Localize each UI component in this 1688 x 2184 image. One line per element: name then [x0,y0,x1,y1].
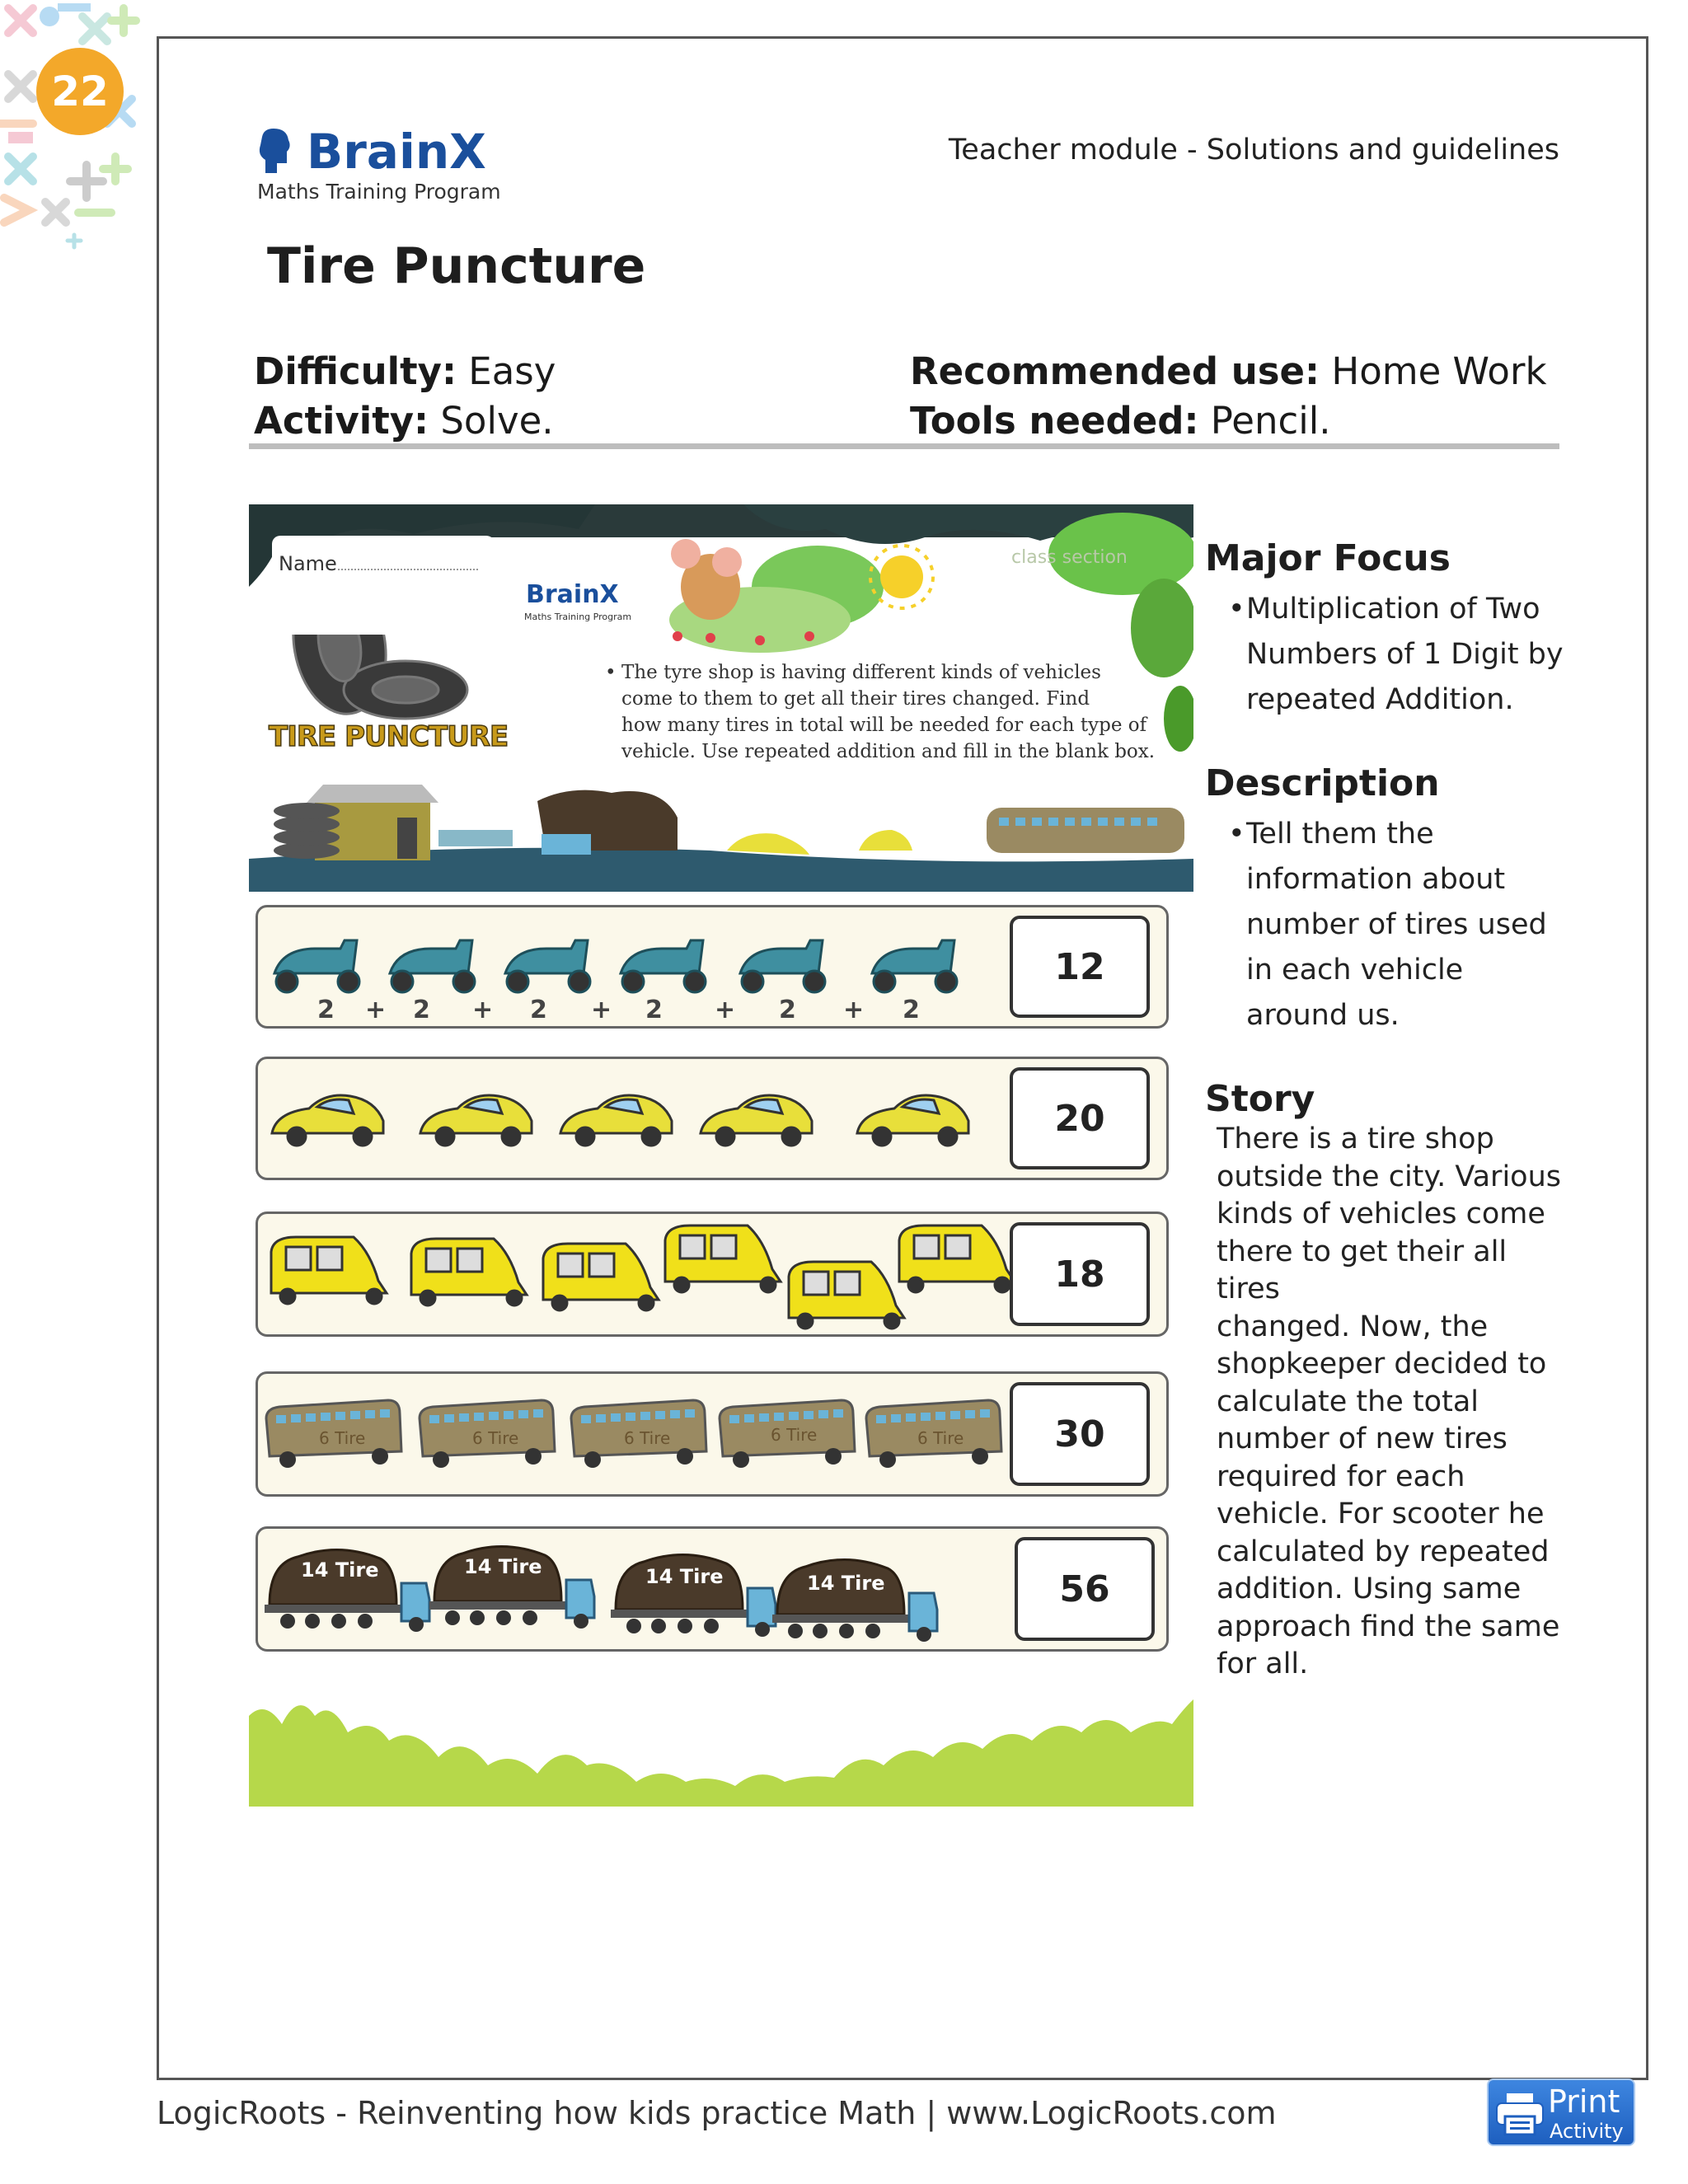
tools-needed [910,399,1331,443]
answer-box[interactable]: 20 [1010,1067,1150,1169]
description-line: Tell them the [1246,818,1434,851]
worksheet-image [249,504,1193,1807]
difficulty-label: Difficulty: [254,349,457,393]
major-focus-text: •Multiplication of Two Numbers of 1 Digit by repeated Addition. [1228,587,1574,723]
page-title: Tire Puncture [267,237,646,295]
page-number-badge: 22 [36,48,124,135]
equation-term: 2 [413,996,430,1024]
focus-line: repeated Addition. [1246,683,1514,716]
brainx-logo-icon [256,127,293,175]
print-sublabel: Activity [1550,2120,1624,2143]
story-text [1217,1121,1563,1684]
grass-illustration [249,1691,1193,1807]
equation-plus: + [472,996,494,1024]
focus-line: Multiplication of Two [1246,593,1540,626]
instruction-line: vehicle. Use repeated addition and fill in the blank box. [621,741,1156,762]
bus-tire-label: 6 Tire [771,1425,818,1445]
difficulty-value: Easy [468,349,556,393]
car-icons [268,1084,993,1158]
story-heading: Story [1205,1078,1315,1120]
story-line: vehicle. For scooter he [1217,1497,1545,1530]
header-divider [249,443,1559,449]
truck-tire-label: 14 Tire [301,1558,379,1582]
name-line [338,569,478,570]
answer-box[interactable]: 18 [1010,1222,1150,1326]
scooter-icons [266,924,992,998]
worksheet-logo: BrainX [526,580,619,609]
story-line: required for each [1217,1460,1465,1493]
equation-term: 2 [317,996,335,1024]
bus-tire-label: 6 Tire [917,1428,964,1448]
auto-rickshaw-icons [263,1219,1021,1334]
worksheet-title: TIRE PUNCTURE [269,720,509,753]
tools-needed-label: Tools needed: [910,399,1199,443]
truck-tire-label: 14 Tire [807,1572,885,1595]
activity-value: Solve. [440,399,554,443]
description-line: information about [1246,863,1506,896]
print-activity-button[interactable] [1487,2079,1635,2146]
story-line: there to get their all tires [1217,1235,1507,1305]
story-line: calculated by repeated [1217,1535,1550,1568]
description-line: in each vehicle [1246,954,1464,987]
recommended-use [910,349,1547,393]
worksheet-logo-subtitle: Maths Training Program [524,612,632,622]
description-line: number of tires used [1246,908,1547,941]
major-focus-heading: Major Focus [1205,537,1451,579]
bus-tire-label: 6 Tire [319,1428,366,1448]
name-card [272,536,495,635]
description-line: around us. [1246,999,1400,1032]
focus-line: Numbers of 1 Digit by [1246,638,1564,671]
story-line: addition. Using same [1217,1572,1522,1605]
instruction-line: how many tires in total will be needed for each type of [621,715,1147,736]
brainx-logo: BrainX [307,124,486,180]
bus-tire-label: 6 Tire [624,1428,671,1448]
activity [254,399,554,443]
description-text: •Tell them the information about number of tires used in each vehicle around us. [1228,812,1558,1038]
equation-plus: + [591,996,612,1024]
answer-box[interactable]: 56 [1015,1537,1155,1641]
brainx-logo-subtitle: Maths Training Program [257,180,501,204]
answer-box[interactable]: 12 [1010,916,1150,1018]
instruction-line: come to them to get all their tires changed. Find [621,688,1090,710]
equation-plus: + [365,996,387,1024]
bus-row [256,1371,1169,1497]
answer-box[interactable]: 30 [1010,1382,1150,1486]
story-line: shopkeeper decided to [1217,1347,1547,1380]
footer-text: LogicRoots - Reinventing how kids practice Math | www.LogicRoots.com [157,2095,1277,2131]
recommended-use-label: Recommended use: [910,349,1320,393]
activity-label: Activity: [254,399,429,443]
worksheet-instructions: • The tyre shop is having different kinds of vehicles come to them to get all their tires changed. Find how many tires in total will be needed for each type of vehicle. Use repeated addition and fill in the blank box. [605,659,1165,765]
equation-term: 2 [779,996,796,1024]
scooter-row [256,905,1169,1029]
equation-plus: + [715,996,736,1024]
story-line: There is a tire shop [1217,1122,1494,1155]
description-heading: Description [1205,762,1440,804]
equation-plus: + [843,996,865,1024]
equation-term: 2 [645,996,663,1024]
story-line: changed. Now, the [1217,1310,1489,1343]
printer-icon [1495,2092,1545,2136]
story-line: kinds of vehicles come [1217,1197,1545,1230]
truck-tire-label: 14 Tire [645,1565,724,1588]
tools-needed-value: Pencil. [1210,399,1331,443]
recommended-use-value: Home Work [1331,349,1547,393]
story-line: approach find the same [1217,1610,1560,1643]
instruction-line: The tyre shop is having different kinds of vehicles [621,662,1101,683]
print-label: Print [1548,2083,1620,2120]
truck-row [256,1526,1169,1652]
auto-rickshaw-row [256,1212,1169,1337]
name-label: Name [279,552,337,575]
story-line: for all. [1217,1647,1309,1680]
car-row [256,1057,1169,1180]
difficulty [254,349,556,393]
story-line: calculate the total [1217,1385,1479,1418]
bus-tire-label: 6 Tire [472,1428,519,1448]
equation-term: 2 [530,996,547,1024]
story-line: number of new tires [1217,1422,1507,1455]
class-section-label: class section [1011,547,1128,568]
truck-tire-label: 14 Tire [464,1555,542,1578]
story-line: outside the city. Various [1217,1160,1562,1193]
module-title: Teacher module - Solutions and guidelines [948,134,1559,166]
equation-term: 2 [903,996,920,1024]
